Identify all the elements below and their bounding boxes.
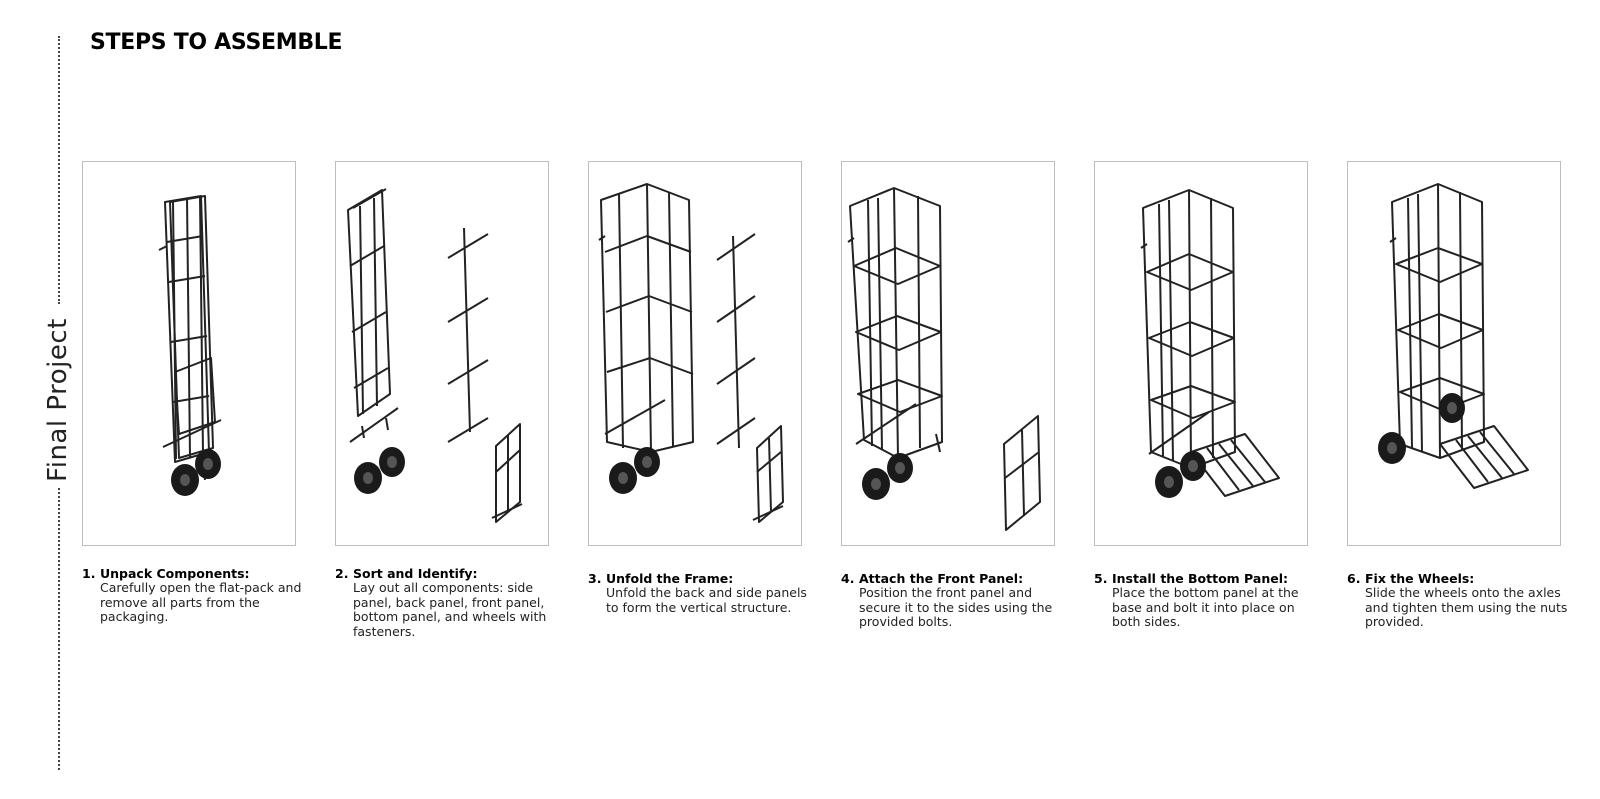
step-2-image (335, 161, 549, 546)
step-5-caption (1094, 571, 1319, 630)
step-4-caption (841, 571, 1066, 630)
step-title: Unpack Components: (100, 566, 250, 581)
step-number: 4. (841, 571, 855, 586)
step-text: Carefully open the flat-pack and remove all parts from the packaging. (100, 580, 302, 625)
step-6-image (1347, 161, 1561, 546)
step-number: 5. (1094, 571, 1108, 586)
step-3-image (588, 161, 802, 546)
step-title: Unfold the Frame: (606, 571, 734, 586)
step-1-image (82, 161, 296, 546)
page-title: STEPS TO ASSEMBLE (90, 30, 343, 55)
step-text: Place the bottom panel at the base and bolt it into place on both sides. (1112, 585, 1299, 630)
step-5-image (1094, 161, 1308, 546)
step-3-caption (588, 571, 813, 615)
side-dotted-rule-top (58, 36, 60, 304)
step-number: 1. (82, 566, 96, 581)
step-text: Position the front panel and secure it to the sides using the provided bolts. (859, 585, 1053, 630)
step-text: Lay out all components: side panel, back panel, front panel, bottom panel, and wheels with fasteners. (353, 580, 547, 639)
step-1-caption (82, 566, 307, 625)
step-text: Slide the wheels onto the axles and tighten them using the nuts provided. (1365, 585, 1568, 630)
step-title: Install the Bottom Panel: (1112, 571, 1288, 586)
step-title: Sort and Identify: (353, 566, 478, 581)
step-title: Attach the Front Panel: (859, 571, 1024, 586)
step-number: 3. (588, 571, 602, 586)
side-dotted-rule-bottom (58, 488, 60, 770)
step-2-caption (335, 566, 560, 639)
step-text: Unfold the back and side panels to form the vertical structure. (606, 585, 807, 615)
step-title: Fix the Wheels: (1365, 571, 1475, 586)
step-number: 2. (335, 566, 349, 581)
step-4-image (841, 161, 1055, 546)
side-title: Final Project (43, 318, 73, 482)
step-6-caption (1347, 571, 1572, 630)
step-number: 6. (1347, 571, 1361, 586)
